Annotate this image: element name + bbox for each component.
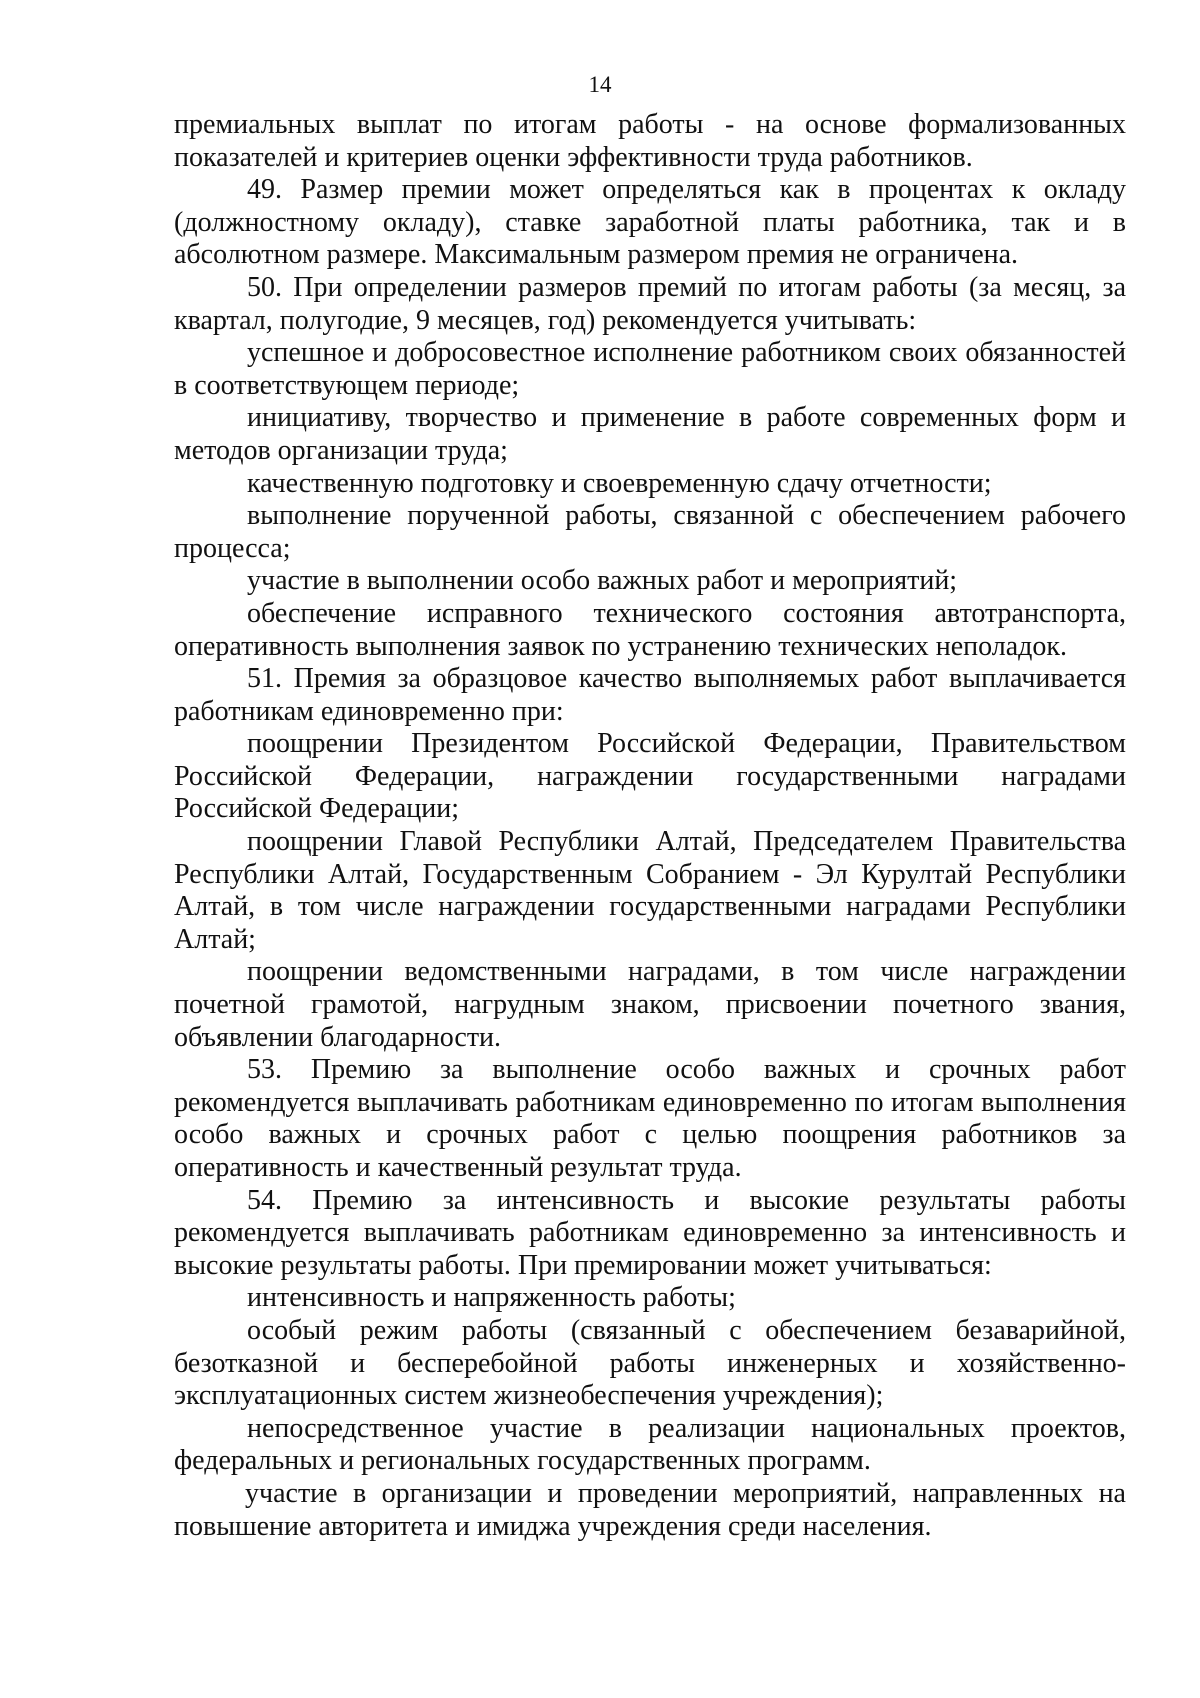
- paragraph-54-item-2: особый режим работы (связанный с обеспечением безаварийной, безотказной и бесперебойной работы инженерных и хозяйственно-эксплуатационных систем жизнеобеспечения учреждения);: [174, 1314, 1126, 1412]
- paragraph-50-item-4: выполнение порученной работы, связанной с обеспечением рабочего процесса;: [174, 500, 1126, 564]
- paragraph-continuation: премиальных выплат по итогам работы - на основе формализованных показателей и критериев оценки эффективности труда работников.: [174, 109, 1126, 173]
- paragraph-50-item-6: обеспечение исправного технического состояния автотранспорта, оперативность выполнения заявок по устранению технических неполадок.: [174, 597, 1126, 662]
- paragraph-53: 53. Премию за выполнение особо важных и срочных работ рекомендуется выплачивать работникам единовременно по итогам выполнения особо важных и срочных работ с целью поощрения работников за оперативность и качественный результат труда.: [174, 1054, 1126, 1183]
- paragraph-50-item-1: успешное и добросовестное исполнение работником своих обязанностей в соответствующем периоде;: [174, 337, 1126, 401]
- paragraph-54-item-3: непосредственное участие в реализации национальных проектов, федеральных и региональных государственных программ.: [174, 1412, 1126, 1477]
- page-number: 14: [588, 72, 612, 97]
- paragraph-51: 51. Премия за образцовое качество выполняемых работ выплачивается работникам единовременно при:: [174, 663, 1126, 727]
- paragraph-50-item-2: инициативу, творчество и применение в работе современных форм и методов организации труда;: [174, 402, 1126, 466]
- paragraph-50-item-3: качественную подготовку и своевременную сдачу отчетности;: [247, 467, 992, 499]
- document-body: [174, 109, 1126, 1543]
- paragraph-50: 50. При определении размеров премий по итогам работы (за месяц, за квартал, полугодие, 9 месяцев, год) рекомендуется учитывать:: [174, 271, 1126, 336]
- paragraph-51-item-3: поощрении ведомственными наградами, в том числе награждении почетной грамотой, нагрудным знаком, присвоении почетного звания, объявлении благодарности.: [174, 956, 1126, 1053]
- paragraph-49: 49. Размер премии может определяться как в процентах к окладу (должностному окладу), ставке заработной платы работника, так и в абсолютном размере. Максимальным размером премия не ограничена.: [174, 174, 1126, 271]
- paragraph-50-item-5: участие в выполнении особо важных работ и мероприятий;: [247, 565, 958, 597]
- paragraph-51-item-1: поощрении Президентом Российской Федерации, Правительством Российской Федерации, награждении государственными наградами Российской Федерации;: [174, 728, 1126, 825]
- paragraph-54-item-1: интенсивность и напряженность работы;: [247, 1282, 736, 1314]
- paragraph-51-item-2: поощрении Главой Республики Алтай, Председателем Правительства Республики Алтай, Государственным Собранием - Эл Курултай Республики Алтай, в том числе награждении государственными наградами Республики Алтай;: [174, 826, 1126, 955]
- paragraph-54-item-4: участие в организации и проведении мероприятий, направленных на повышение авторитета и имиджа учреждения среди населения.: [174, 1477, 1126, 1542]
- paragraph-54: 54. Премию за интенсивность и высокие результаты работы рекомендуется выплачивать работникам единовременно за интенсивность и высокие результаты работы. При премировании может учитываться:: [174, 1184, 1126, 1281]
